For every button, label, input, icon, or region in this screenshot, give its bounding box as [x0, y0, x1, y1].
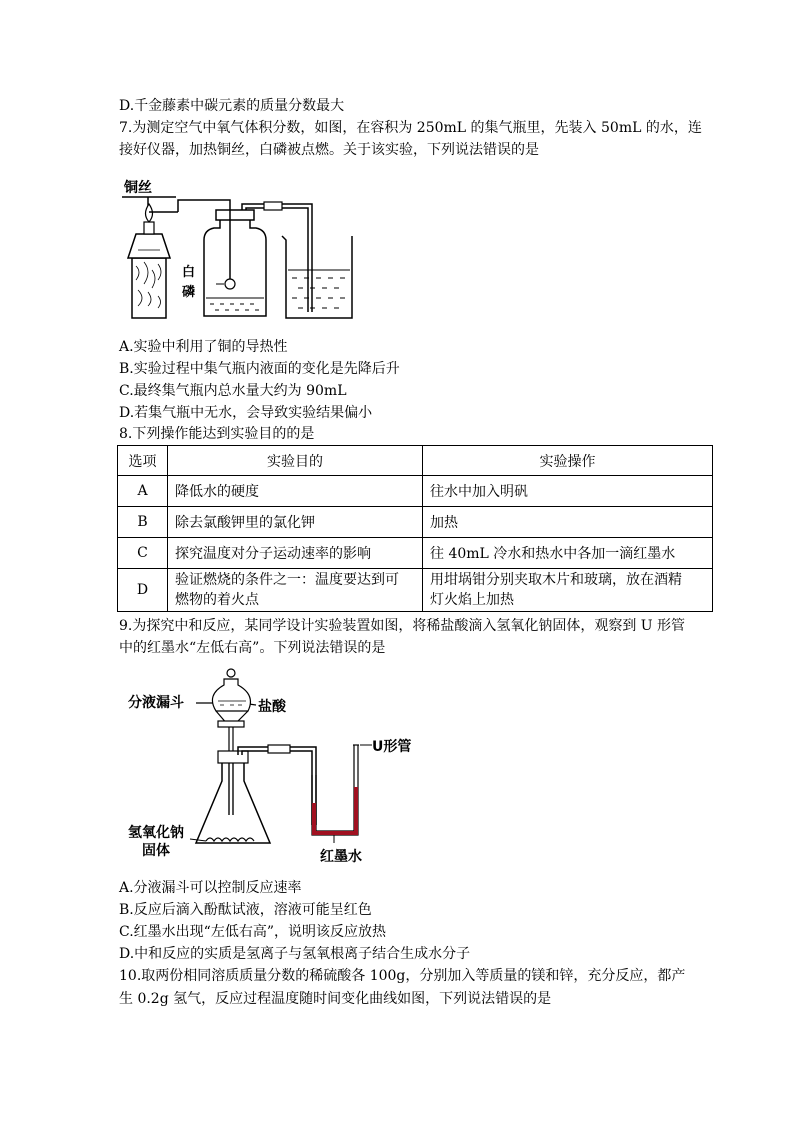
- phosphorus-label: 磷: [182, 285, 196, 300]
- q7-option-d: D.若集气瓶中无水，会导致实验结果偏小: [119, 405, 373, 421]
- header-option: 选项: [118, 446, 168, 476]
- row-operation: 往水中加入明矾: [423, 476, 713, 507]
- q9-option-c: C.红墨水出现“左低右高”，说明该反应放热: [119, 924, 386, 940]
- row-option: C: [118, 538, 168, 569]
- separatory-funnel: [212, 679, 250, 711]
- q7-option-a: A.实验中利用了铜的导热性: [119, 339, 288, 355]
- q10-stem-line-1: 10.取两份相同溶质质量分数的稀硫酸各 100g，分别加入等质量的镁和锌，充分反应，都产: [119, 968, 686, 984]
- red-ink: [312, 787, 358, 835]
- row-goal-line-1: 验证燃烧的条件之一：温度要达到可: [175, 572, 399, 588]
- flask-stopper: [218, 751, 248, 763]
- q10-stem-line-2: 生 0.2g 氢气，反应过程温度随时间变化曲线如图，下列说法错误的是: [119, 991, 552, 1007]
- lamp-wick-holder: [144, 222, 154, 234]
- table-row: [118, 569, 713, 612]
- row-option: B: [118, 507, 168, 538]
- acid-label: 盐酸: [258, 699, 286, 715]
- row-operation: [423, 569, 713, 612]
- q7-option-b: B.实验过程中集气瓶内液面的变化是先降后升: [119, 361, 400, 377]
- row-option: A: [118, 476, 168, 507]
- ink-label: 红墨水: [320, 849, 362, 865]
- funnel-label: 分液漏斗: [128, 695, 184, 711]
- row-goal-line-2: 燃物的着火点: [175, 592, 259, 608]
- connecting-tube: [238, 747, 316, 825]
- header-goal: 实验目的: [168, 446, 423, 476]
- beaker: [282, 236, 352, 318]
- rubber-stopper: [216, 210, 254, 220]
- naoh-solid: [206, 838, 254, 841]
- row-operation-line-1: 用坩埚钳分别夹取木片和玻璃，放在酒精: [430, 572, 682, 588]
- funnel-stopper: [227, 669, 235, 677]
- q7-apparatus-figure: [118, 170, 368, 330]
- row-goal: 探究温度对分子运动速率的影响: [168, 538, 423, 569]
- table-row: [118, 476, 713, 507]
- q8-experiment-table: [117, 445, 713, 612]
- naoh-label-line-1: 氢氧化钠: [128, 825, 184, 841]
- gas-collecting-bottle: [204, 218, 266, 316]
- utube-label: U形管: [372, 739, 412, 755]
- q9-apparatus-figure: [120, 665, 430, 870]
- table-header-row: [118, 446, 713, 476]
- naoh-label-line-2: 固体: [142, 843, 170, 859]
- q6-option-d: D.千金藤素中碳元素的质量分数最大: [119, 98, 345, 114]
- q7-stem-line-1: 7.为测定空气中氧气体积分数，如图，在容积为 250mL 的集气瓶里，先装入 50mL 的水，连: [119, 120, 702, 136]
- q8-stem: 8.下列操作能达到实验目的的是: [119, 426, 315, 442]
- q9-stem-line-2: 中的红墨水“左低右高”。下列说法错误的是: [119, 640, 386, 656]
- copper-wire-label: 铜丝: [124, 180, 152, 196]
- q7-stem-line-2: 接好仪器，加热铜丝，白磷被点燃。关于该实验，下列说法错误的是: [119, 142, 539, 158]
- row-goal: [168, 569, 423, 612]
- row-operation: 加热: [423, 507, 713, 538]
- q9-option-a: A.分液漏斗可以控制反应速率: [119, 880, 302, 896]
- rubber-tube: [268, 745, 290, 753]
- white-phosphorus: [225, 279, 235, 289]
- lamp-flame: [146, 204, 153, 222]
- q7-option-c: C.最终集气瓶内总水量大约为 90mL: [119, 383, 347, 399]
- q9-stem-line-1: 9.为探究中和反应，某同学设计实验装置如图，将稀盐酸滴入氢氧化钠固体，观察到 U 形管: [119, 618, 686, 634]
- row-option: D: [118, 569, 168, 612]
- header-operation: 实验操作: [423, 446, 713, 476]
- white-label: 白: [182, 265, 196, 280]
- q9-option-d: D.中和反应的实质是氢离子与氢氧根离子结合生成水分子: [119, 946, 471, 962]
- funnel-stem: [229, 727, 233, 815]
- q9-option-b: B.反应后滴入酚酞试液，溶液可能呈红色: [119, 902, 372, 918]
- u-tube: [312, 745, 358, 835]
- funnel-stopcock: [218, 721, 244, 727]
- alcohol-lamp-body: [128, 234, 170, 258]
- row-operation: 往 40mL 冷水和热水中各加一滴红墨水: [423, 538, 713, 569]
- row-goal: 降低水的硬度: [168, 476, 423, 507]
- table-row: [118, 507, 713, 538]
- rubber-tube-clip: [264, 202, 282, 210]
- row-goal: 除去氯酸钾里的氯化钾: [168, 507, 423, 538]
- row-operation-line-2: 灯火焰上加热: [430, 592, 514, 608]
- table-row: [118, 538, 713, 569]
